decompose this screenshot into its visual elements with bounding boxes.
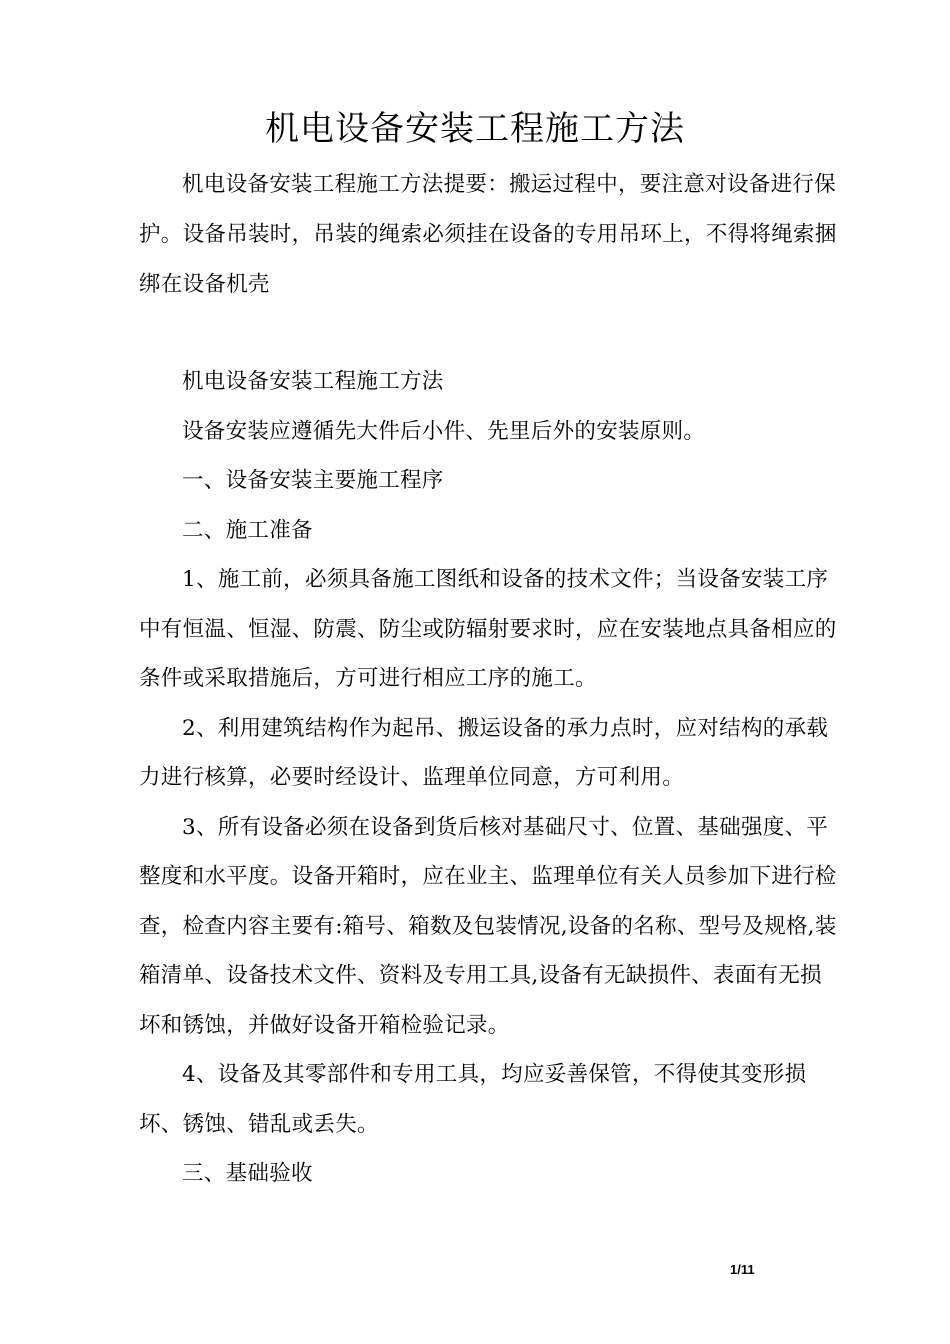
document-body [139, 357, 839, 1199]
paragraph-item-3: 3、所有设备必须在设备到货后核对基础尺寸、位置、基础强度、平整度和水平度。设备开箱时，应在业主、监理单位有关人员参加下进行检查，检查内容主要有:箱号、箱数及包装情况,设备的名称、型号及规格,装箱清单、设备技术文件、资料及专用工具,设备有无缺损件、表面有无损坏和锈蚀，并做好设备开箱检验记录。 [139, 814, 837, 1038]
paragraph-heading: 机电设备安装工程施工方法 [182, 369, 444, 394]
section-heading-preparation: 二、施工准备 [182, 517, 313, 543]
section-heading-procedure: 一、设备安装主要施工程序 [182, 468, 444, 493]
paragraph-item-4: 4、设备及其零部件和专用工具，均应妥善保管，不得使其变形损坏、锈蚀、错乱或丢失。 [139, 1062, 807, 1137]
summary-paragraph: 机电设备安装工程施工方法提要：搬运过程中，要注意对设备进行保护。设备吊装时，吊装的绳索必须挂在设备的专用吊环上，不得将绳索捆绑在设备机壳 [139, 172, 837, 297]
section-heading-foundation: 三、基础验收 [182, 1161, 313, 1186]
paragraph-item-2: 2、利用建筑结构作为起吊、搬运设备的承力点时，应对结构的承载力进行核算，必要时经设计、监理单位同意，方可利用。 [139, 715, 829, 790]
page-number: 1/11 [730, 1262, 755, 1277]
document-title: 机电设备安装工程施工方法 [265, 109, 685, 149]
paragraph-item-1: 1、施工前，必须具备施工图纸和设备的技术文件；当设备安装工序中有恒温、恒湿、防震、防尘或防辐射要求时，应在安装地点具备相应的条件或采取措施后，方可进行相应工序的施工。 [139, 567, 837, 691]
paragraph-principle: 设备安装应遵循先大件后小件、先里后外的安装原则。 [182, 418, 706, 444]
